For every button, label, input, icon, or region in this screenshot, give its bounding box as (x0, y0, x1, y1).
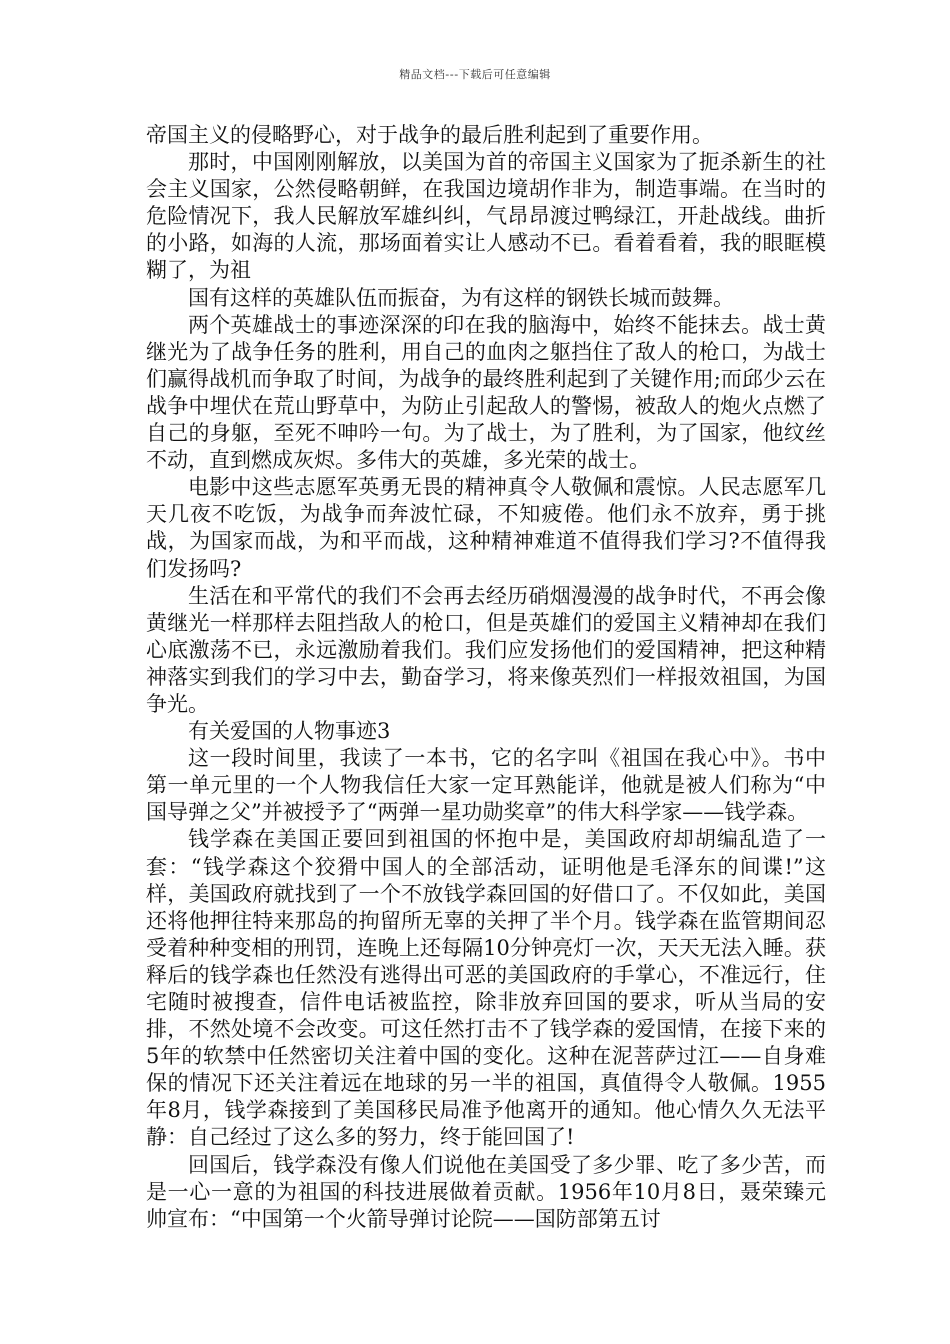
page-header: 精品文档---下载后可任意编辑 (399, 68, 551, 81)
paragraph: 国有这样的英雄队伍而振奋，为有这样的钢铁长城而鼓舞。 (188, 285, 734, 310)
paragraph: 两个英雄战士的事迹深深的印在我的脑海中，始终不能抹去。战士黄继光为了战争任务的胜利，用自己的血肉之躯挡住了敌人的枪口，为战士们赢得战机而争取了时间，为战争的最终胜利起到了关键作用;而邱少云在战争中埋伏在荒山野草中，为防止引起敌人的警惕，被敌人的炮火点燃了自己的身躯，至死不呻吟一句。为了战士，为了胜利，为了国家，他纹丝不动，直到燃成灰烬。多伟大的英雄，多光荣的战士。 (146, 312, 826, 473)
paragraph: 这一段时间里，我读了一本书，它的名字叫《祖国在我心中》。书中第一单元里的一个人物我信任大家一定耳熟能详，他就是被人们称为“中国导弹之父”并被授予了“两弹一星功勋奖章”的伟大科学家——钱学森。 (146, 746, 826, 825)
paragraph: 回国后，钱学森没有像人们说他在美国受了多少罪、吃了多少苦，而是一心一意的为祖国的科技进展做着贡献。1956年10月8日，聂荣臻元帅宣布：“中国第一个火箭导弹讨论院——国防部第五讨 (146, 1152, 826, 1231)
paragraph: 生活在和平常代的我们不会再去经历硝烟漫漫的战争时代，不再会像黄继光一样那样去阻挡敌人的枪口，但是英雄们的爱国主义精神却在我们心底激荡不已，永远激励着我们。我们应发扬他们的爱国精神，把这种精神落实到我们的学习中去，勤奋学习，将来像英烈们一样报效祖国，为国争光。 (146, 583, 826, 716)
document-body (146, 122, 826, 1233)
paragraph: 钱学森在美国正要回到祖国的怀抱中是，美国政府却胡编乱造了一套：“钱学森这个狡猾中国人的全部活动，证明他是毛泽东的间谍!”这样，美国政府就找到了一个不放钱学森回国的好借口了。不仅如此，美国还将他押往特来那岛的拘留所无辜的关押了半个月。钱学森在监管期间忍受着种种变相的刑罚，连晚上还每隔10分钟亮灯一次，天天无法入睡。获释后的钱学森也任然没有逃得出可恶的美国政府的手掌心，不准远行，住宅随时被搜查，信件电话被监控，除非放弃回国的要求，听从当局的安排，不然处境不会改变。可这任然打击不了钱学森的爱国情，在接下来的5年的软禁中任然密切关注着中国的变化。这种在泥菩萨过江——自身难保的情况下还关注着远在地球的另一半的祖国，真值得令人敬佩。1955年8月，钱学森接到了美国移民局准予他离开的通知。他心情久久无法平静：自己经过了这么多的努力，终于能回国了! (146, 827, 826, 1150)
paragraph: 帝国主义的侵略野心，对于战争的最后胜利起到了重要作用。 (146, 123, 713, 147)
section-heading: 有关爱国的人物事迹3 (188, 719, 391, 744)
paragraph: 电影中这些志愿军英勇无畏的精神真令人敬佩和震惊。人民志愿军几天几夜不吃饭，为战争而奔波忙碌，不知疲倦。他们永不放弃，勇于挑战，为国家而战，为和平而战，这种精神难道不值得我们学习?不值得我们发扬吗? (146, 475, 826, 581)
paragraph: 那时，中国刚刚解放，以美国为首的帝国主义国家为了扼杀新生的社会主义国家，公然侵略朝鲜，在我国边境胡作非为，制造事端。在当时的危险情况下，我人民解放军雄纠纠，气昂昂渡过鸭绿江，开赴战线。曲折的小路，如海的人流，那场面着实让人感动不已。看着看着，我的眼眶模糊了，为祖 (146, 150, 826, 283)
